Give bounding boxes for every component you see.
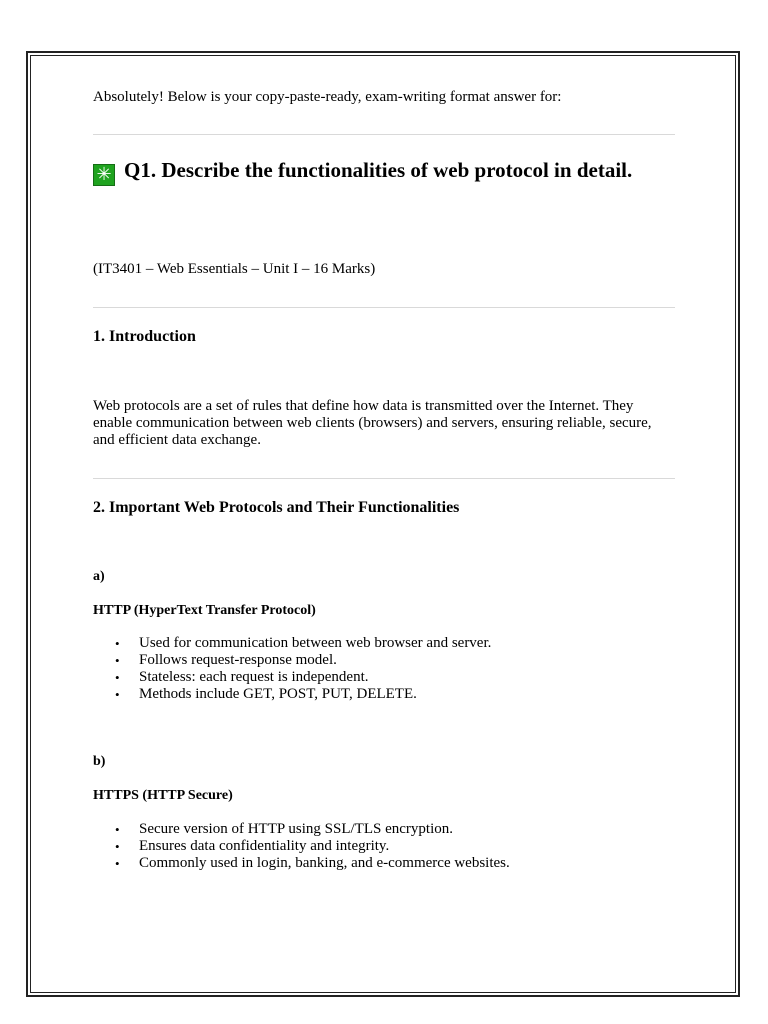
list-item: • Commonly used in login, banking, and e-commerce websites. <box>115 855 510 871</box>
bullet-icon: • <box>115 687 120 702</box>
question-heading <box>93 157 675 186</box>
list-item: • Stateless: each request is independent. <box>115 669 369 685</box>
list-item: • Ensures data confidentiality and integrity. <box>115 838 390 854</box>
protocol-title-http: HTTP (HyperText Transfer Protocol) <box>93 603 316 618</box>
green-asterisk-icon: ✳ <box>93 164 115 186</box>
section-heading-introduction: 1. Introduction <box>93 328 196 345</box>
bullet-icon: • <box>115 856 120 871</box>
protocol-title-https: HTTPS (HTTP Secure) <box>93 788 233 803</box>
bullet-icon: • <box>115 839 120 854</box>
bullet-icon: • <box>115 670 120 685</box>
bullet-icon: • <box>115 822 120 837</box>
divider <box>93 307 675 308</box>
divider <box>93 478 675 479</box>
protocol-label-b: b) <box>93 754 106 769</box>
intro-text: Absolutely! Below is your copy-paste-ready, exam-writing format answer for: <box>93 89 562 105</box>
section-heading-protocols: 2. Important Web Protocols and Their Functionalities <box>93 499 460 516</box>
http-bullet-list <box>93 635 721 703</box>
bullet-icon: • <box>115 636 120 651</box>
course-meta: (IT3401 – Web Essentials – Unit I – 16 Marks) <box>93 261 376 277</box>
question-title: Q1. Describe the functionalities of web protocol in detail. <box>124 158 633 182</box>
bullet-icon: • <box>115 653 120 668</box>
divider <box>93 134 675 135</box>
list-item: • Follows request-response model. <box>115 652 337 668</box>
https-bullet-list <box>93 821 721 872</box>
list-item: • Secure version of HTTP using SSL/TLS encryption. <box>115 821 453 837</box>
list-item: • Methods include GET, POST, PUT, DELETE. <box>115 686 417 702</box>
protocol-label-a: a) <box>93 569 105 584</box>
list-item: • Used for communication between web browser and server. <box>115 635 492 651</box>
introduction-paragraph: Web protocols are a set of rules that define how data is transmitted over the Internet. They enable communication between web clients (browsers) and servers, ensuring reliable, secure, and efficient data exchange. <box>93 398 652 448</box>
